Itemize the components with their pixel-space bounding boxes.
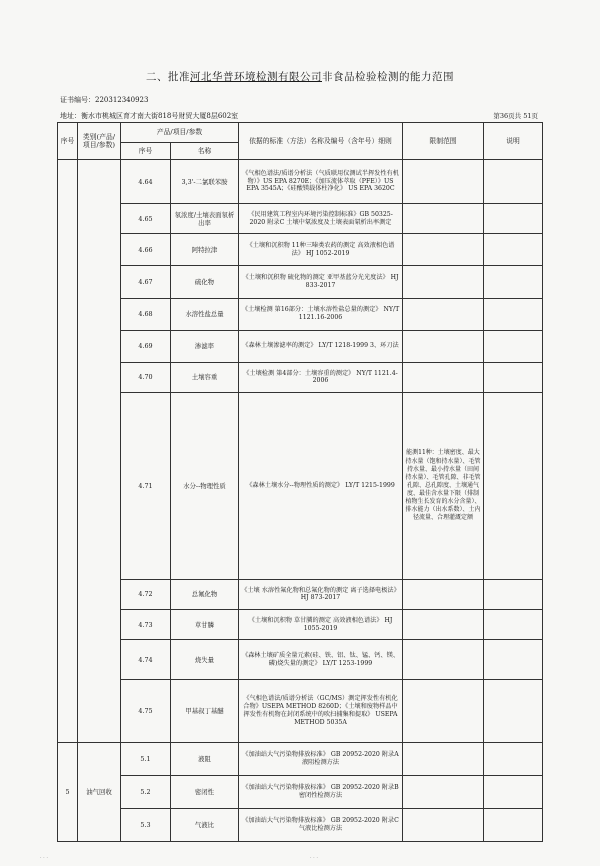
limit-cell bbox=[403, 808, 484, 841]
item-no: 5.1 bbox=[121, 742, 171, 775]
note-cell bbox=[484, 204, 543, 234]
limit-cell bbox=[403, 742, 484, 775]
table-row bbox=[58, 204, 543, 234]
item-name: 水分--物理性质 bbox=[171, 393, 239, 580]
table-row bbox=[58, 234, 543, 266]
item-no: 4.64 bbox=[121, 160, 171, 204]
note-cell bbox=[484, 393, 543, 580]
table-row bbox=[58, 808, 543, 841]
certificate-number bbox=[60, 95, 148, 105]
item-standard: 《加油站大气污染物排放标准》 GB 20952-2020 附录A液阻检测方法 bbox=[239, 742, 403, 775]
limit-scope: 能测11种：土壤密度、最大持水量（饱和持水量）、毛管持水量、最小持水量（田间持水量）、毛管孔隙、非毛管孔隙、总孔隙度、土壤通气度、最佳含水量下限（排制植物生长发育的水分含量）、排水能力（出水系数）、土内径流量、合理灌溉定额 bbox=[403, 393, 484, 580]
footer-mark-right: · · · bbox=[310, 855, 318, 861]
header-product-group: 产品/项目/参数 bbox=[121, 123, 239, 143]
cert-label: 证书编号： bbox=[60, 96, 95, 104]
note-cell bbox=[484, 266, 543, 298]
note-cell bbox=[484, 298, 543, 330]
header-standard: 依据的标准（方法）名称及编号（含年号）细则 bbox=[239, 123, 403, 160]
item-no: 4.70 bbox=[121, 362, 171, 392]
item-name: 烧失量 bbox=[171, 640, 239, 680]
category-cell-empty bbox=[78, 160, 121, 743]
item-name: 氡浓度/土壤表面氡析出率 bbox=[171, 204, 239, 234]
limit-cell bbox=[403, 204, 484, 234]
note-cell bbox=[484, 680, 543, 742]
table-row bbox=[58, 680, 543, 742]
item-no: 4.67 bbox=[121, 266, 171, 298]
limit-cell bbox=[403, 298, 484, 330]
limit-cell bbox=[403, 680, 484, 742]
item-no: 4.75 bbox=[121, 680, 171, 742]
table-row bbox=[58, 640, 543, 680]
item-no: 4.74 bbox=[121, 640, 171, 680]
note-cell bbox=[484, 808, 543, 841]
item-name: 液阻 bbox=[171, 742, 239, 775]
header-name: 名称 bbox=[171, 143, 239, 160]
table-row bbox=[58, 298, 543, 330]
table-row bbox=[58, 362, 543, 392]
note-cell bbox=[484, 234, 543, 266]
item-name: 硫化物 bbox=[171, 266, 239, 298]
item-name: 甲基叔丁基醚 bbox=[171, 680, 239, 742]
item-no: 5.3 bbox=[121, 808, 171, 841]
title-prefix: 二、批准 bbox=[146, 71, 190, 83]
note-cell bbox=[484, 160, 543, 204]
table-row bbox=[58, 393, 543, 580]
table-row bbox=[58, 579, 543, 609]
item-no: 4.68 bbox=[121, 298, 171, 330]
item-no: 5.2 bbox=[121, 775, 171, 808]
header-limit: 限制范围 bbox=[403, 123, 484, 160]
note-cell bbox=[484, 640, 543, 680]
item-name: 水溶性盐总量 bbox=[171, 298, 239, 330]
limit-cell bbox=[403, 234, 484, 266]
address bbox=[60, 111, 238, 121]
item-standard: 《森林土壤渗滤率的测定》 LY/T 1218-1999 3、环刀法 bbox=[239, 330, 403, 362]
item-no: 4.73 bbox=[121, 609, 171, 639]
item-standard: 《加油站大气污染物排放标准》 GB 20952-2020 附录C气液比检测方法 bbox=[239, 808, 403, 841]
item-name: 草甘膦 bbox=[171, 609, 239, 639]
limit-cell bbox=[403, 330, 484, 362]
item-name: 渗滤率 bbox=[171, 330, 239, 362]
table-row bbox=[58, 330, 543, 362]
item-no: 4.71 bbox=[121, 393, 171, 580]
item-standard: 《气相色谱法/质谱分析法（气质联用仪测试半挥发性有机物）》US EPA 8270E；《加压流体萃取（PFE）》US EPA 3545A；《硅酸镁载体柱净化》 US EPA 3620C bbox=[239, 160, 403, 204]
note-cell bbox=[484, 579, 543, 609]
page-number: 第36页共 51页 bbox=[493, 112, 538, 120]
item-name: 密闭性 bbox=[171, 775, 239, 808]
limit-cell bbox=[403, 640, 484, 680]
table-row bbox=[58, 775, 543, 808]
table-row bbox=[58, 266, 543, 298]
item-standard: 《气相色谱法/质谱分析法（GC/MS）测定挥发性有机化合物》USEPA METHOD 8260D；《土壤和废物样品中挥发性有机物在封闭系统中的吹扫捕集和提取》 USEPA METHOD 5035A bbox=[239, 680, 403, 742]
limit-cell bbox=[403, 362, 484, 392]
item-name: 3,3'-二氯联苯胺 bbox=[171, 160, 239, 204]
note-cell bbox=[484, 330, 543, 362]
item-standard: 《森林土壤水分--物理性质的测定》 LY/T 1215-1999 bbox=[239, 393, 403, 580]
header-category: 类别(产品/项目/参数) bbox=[78, 123, 121, 160]
page-title bbox=[0, 69, 600, 84]
item-standard: 《土壤检测 第4部分：土壤容重的测定》 NY/T 1121.4-2006 bbox=[239, 362, 403, 392]
item-standard: 《民用建筑工程室内环境污染控制标准》GB 50325-2020 附录C 土壤中氡浓度及土壤表面氡析出率测定 bbox=[239, 204, 403, 234]
item-standard: 《加油站大气污染物排放标准》 GB 20952-2020 附录B密闭性检测方法 bbox=[239, 775, 403, 808]
item-name: 阿特拉津 bbox=[171, 234, 239, 266]
item-name: 总氟化物 bbox=[171, 579, 239, 609]
note-cell bbox=[484, 775, 543, 808]
cert-value: 220312340923 bbox=[95, 96, 149, 104]
header-note: 说明 bbox=[484, 123, 543, 160]
footer-mark-left: · · · bbox=[40, 855, 48, 861]
item-standard: 《土壤 水溶性氟化物和总氟化物的测定 离子选择电极法》 HJ 873-2017 bbox=[239, 579, 403, 609]
item-no: 4.69 bbox=[121, 330, 171, 362]
limit-cell bbox=[403, 775, 484, 808]
item-no: 4.72 bbox=[121, 579, 171, 609]
item-standard: 《森林土壤矿质全量元素(硅、铁、铝、钛、锰、钙、镁、磷)烧失量的测定》 LY/T 1253-1999 bbox=[239, 640, 403, 680]
table-row bbox=[58, 742, 543, 775]
limit-cell bbox=[403, 266, 484, 298]
note-cell bbox=[484, 609, 543, 639]
item-no: 4.66 bbox=[121, 234, 171, 266]
note-cell bbox=[484, 742, 543, 775]
limit-cell bbox=[403, 579, 484, 609]
table-row bbox=[58, 160, 543, 204]
header-item-no: 序号 bbox=[121, 143, 171, 160]
address-label: 地址： bbox=[60, 112, 81, 120]
note-cell bbox=[484, 362, 543, 392]
table-row bbox=[58, 609, 543, 639]
item-name: 气液比 bbox=[171, 808, 239, 841]
item-standard: 《土壤和沉积物 草甘膦的测定 高效液相色谱法》 HJ 1055-2019 bbox=[239, 609, 403, 639]
item-standard: 《土壤检测 第16部分：土壤水溶性盐总量的测定》 NY/T 1121.16-2006 bbox=[239, 298, 403, 330]
limit-cell bbox=[403, 160, 484, 204]
company-name: 河北华普环境检测有限公司 bbox=[190, 71, 322, 83]
group-seq: 5 bbox=[58, 742, 78, 842]
group-category: 油气回收 bbox=[78, 742, 121, 842]
seq-cell-empty bbox=[58, 160, 78, 743]
limit-cell bbox=[403, 609, 484, 639]
item-standard: 《土壤和沉积物 11种三嗪类农药的测定 高效液相色谱法》 HJ 1052-2019 bbox=[239, 234, 403, 266]
capability-table bbox=[57, 122, 543, 842]
item-standard: 《土壤和沉积物 硫化物的测定 亚甲基蓝分光光度法》 HJ 833-2017 bbox=[239, 266, 403, 298]
item-no: 4.65 bbox=[121, 204, 171, 234]
title-suffix: 非食品检验检测的能力范围 bbox=[322, 71, 454, 83]
header-seq: 序号 bbox=[58, 123, 78, 160]
item-name: 土壤容重 bbox=[171, 362, 239, 392]
address-value: 衡水市桃城区育才南大街818号财贸大厦8层602室 bbox=[81, 112, 239, 120]
